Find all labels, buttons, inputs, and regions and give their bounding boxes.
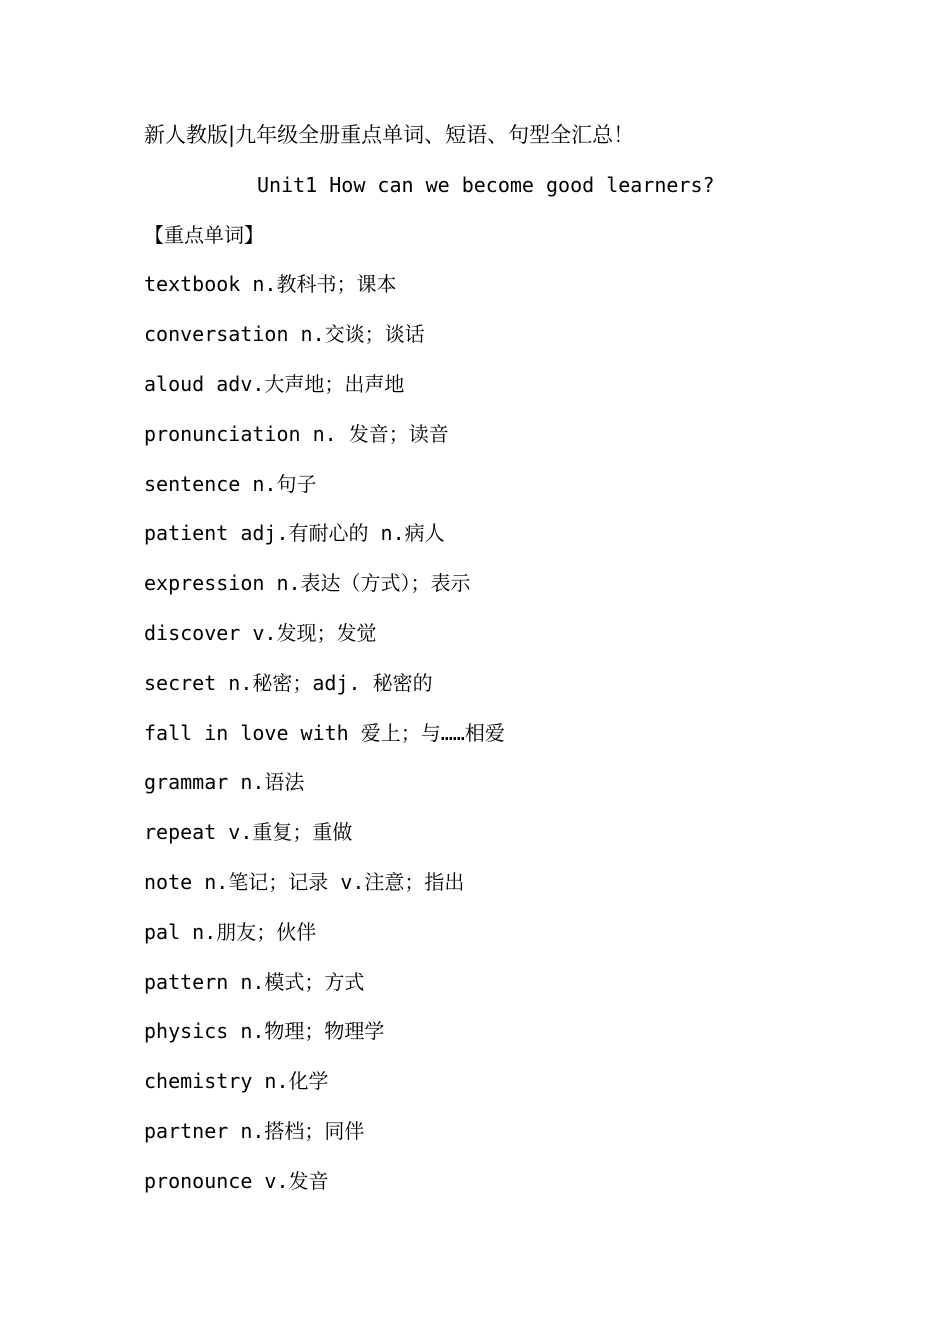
- vocab-line-pronounce: pronounce v.发音: [144, 1168, 329, 1193]
- document-title: 新人教版|九年级全册重点单词、短语、句型全汇总！: [144, 123, 635, 147]
- vocab-line-aloud: aloud adv.大声地；出声地: [144, 371, 405, 396]
- section-heading: 【重点单词】: [144, 222, 264, 247]
- vocab-line-physics: physics n.物理；物理学: [144, 1019, 385, 1044]
- vocab-line-textbook: textbook n.教科书；课本: [144, 272, 397, 297]
- vocab-line-conversation: conversation n.交谈；谈话: [144, 322, 425, 347]
- vocab-line-partner: partner n.搭档；同伴: [144, 1118, 365, 1143]
- unit-title: Unit1 How can we become good learners?: [257, 172, 715, 197]
- vocab-line-pal: pal n.朋友；伙伴: [144, 919, 317, 944]
- vocab-line-discover: discover v.发现；发觉: [144, 620, 377, 645]
- vocab-line-patient: patient adj.有耐心的 n.病人: [144, 521, 445, 546]
- vocab-line-repeat: repeat v.重复；重做: [144, 820, 353, 845]
- vocab-line-expression: expression n.表达（方式）；表示: [144, 571, 471, 596]
- document-content: [144, 118, 864, 1214]
- vocab-line-pronunciation: pronunciation n. 发音；读音: [144, 421, 449, 446]
- vocab-line-fall-in-love-with: fall in love with 爱上；与……相爱: [144, 720, 505, 745]
- vocab-line-sentence: sentence n.句子: [144, 471, 317, 496]
- vocab-line-grammar: grammar n.语法: [144, 770, 305, 795]
- vocab-line-secret: secret n.秘密；adj. 秘密的: [144, 670, 433, 695]
- vocab-line-chemistry: chemistry n.化学: [144, 1069, 329, 1094]
- vocab-line-note: note n.笔记；记录 v.注意；指出: [144, 869, 465, 894]
- vocab-line-pattern: pattern n.模式；方式: [144, 969, 365, 994]
